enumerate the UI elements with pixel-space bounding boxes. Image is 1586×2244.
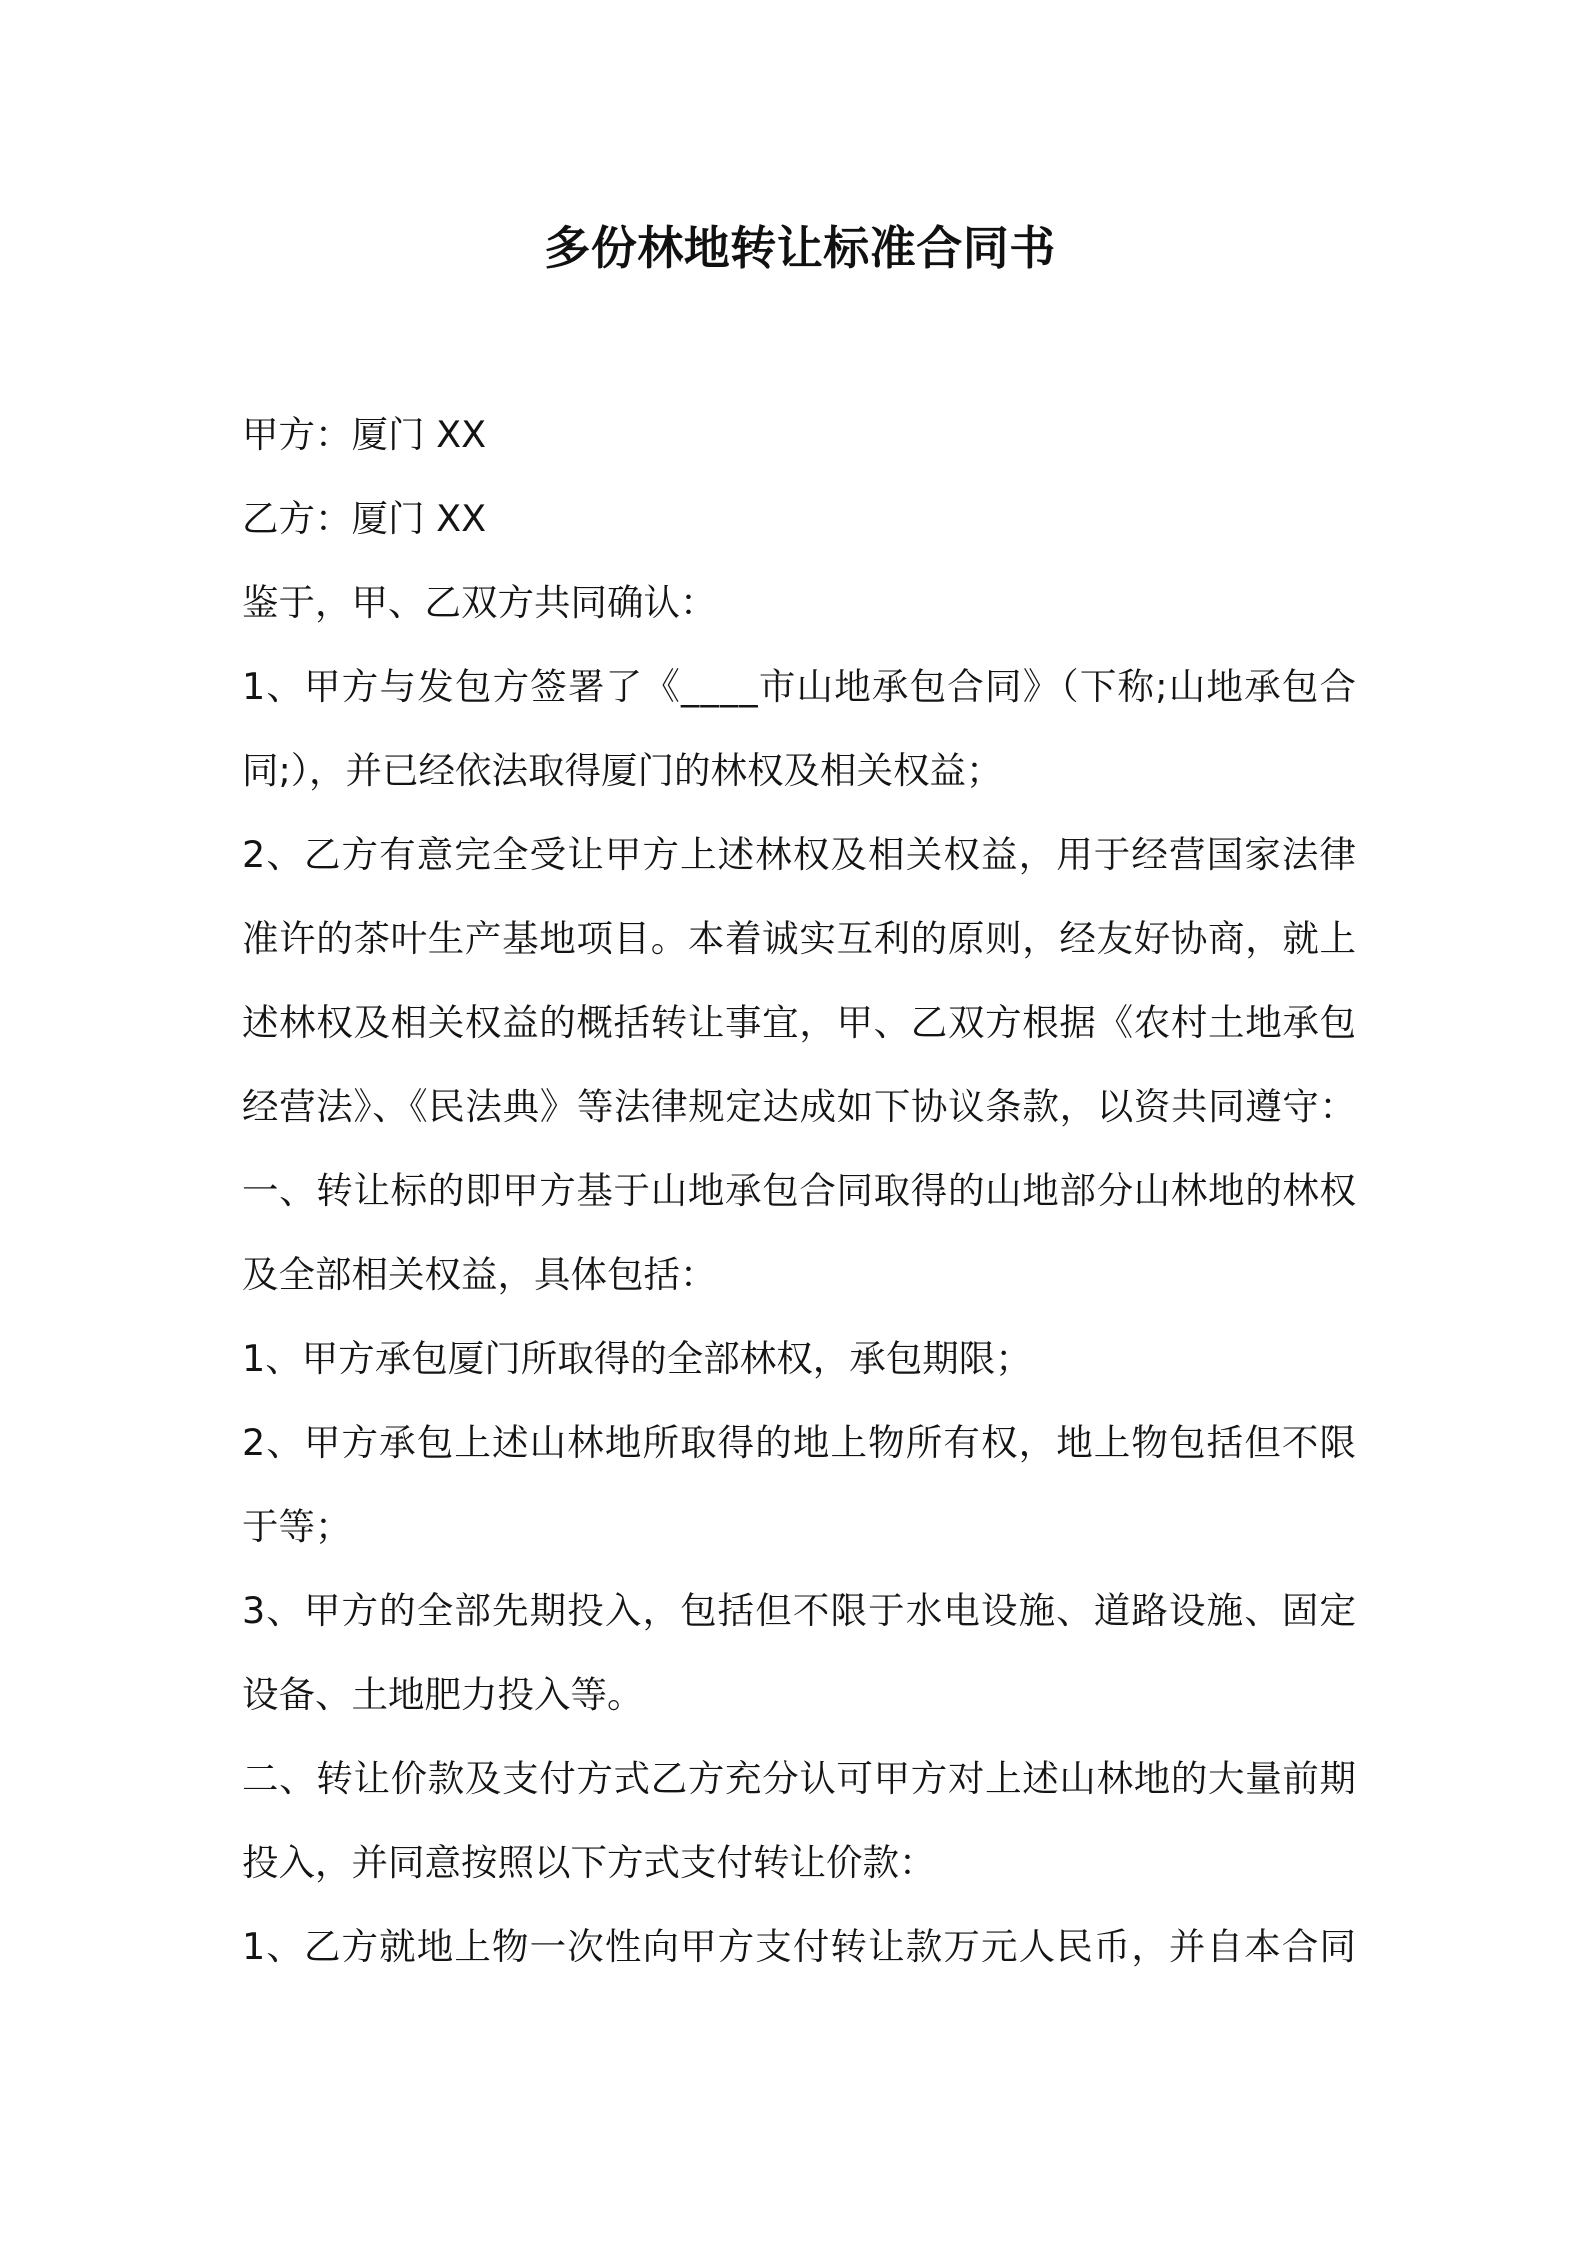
body-line xyxy=(242,1065,1356,1149)
document-title: 多份林地转让标准合同书 xyxy=(544,221,1056,275)
body-line-text: 1、甲方与发包方签署了《____市山地承包合同》（下称;山地承包合 xyxy=(242,665,1358,708)
body-line-text: 同;），并已经依法取得厦门的林权及相关权益； xyxy=(242,749,1003,792)
body-line-text: 设备、土地肥力投入等。 xyxy=(242,1673,644,1716)
body-line-text: 1、甲方承包厦门所取得的全部林权，承包期限； xyxy=(242,1337,1032,1380)
body-line-text: 2、乙方有意完全受让甲方上述林权及相关权益，用于经营国家法律 xyxy=(242,833,1358,876)
body-line xyxy=(242,561,1356,645)
body-line xyxy=(242,1401,1356,1485)
body-line-text: 1、乙方就地上物一次性向甲方支付转让款万元人民币，并自本合同 xyxy=(242,1925,1358,1968)
body-line xyxy=(242,1821,1356,1905)
body-line-text: 二、转让价款及支付方式乙方充分认可甲方对上述山林地的大量前期 xyxy=(242,1757,1357,1800)
body-line-text: 及全部相关权益，具体包括： xyxy=(242,1253,717,1296)
body-line xyxy=(242,1149,1356,1233)
body-line xyxy=(242,729,1356,813)
body-line xyxy=(242,1233,1356,1317)
body-line-text: 准许的茶叶生产基地项目。本着诚实互利的原则，经友好协商，就上 xyxy=(242,917,1357,960)
body-line xyxy=(242,1653,1356,1737)
body-line xyxy=(242,645,1356,729)
body-line-text: 3、甲方的全部先期投入，包括但不限于水电设施、道路设施、固定 xyxy=(242,1589,1358,1632)
body-line xyxy=(242,981,1356,1065)
body-line xyxy=(242,897,1356,981)
body-line-text: 一、转让标的即甲方基于山地承包合同取得的山地部分山林地的林权 xyxy=(242,1169,1357,1212)
body-line-text: 2、甲方承包上述山林地所取得的地上物所有权，地上物包括但不限 xyxy=(242,1421,1358,1464)
body-line-text: 经营法》、《民法典》等法律规定达成如下协议条款，以资共同遵守： xyxy=(242,1085,1357,1128)
document-body xyxy=(242,393,1356,1989)
body-line-text: 鉴于，甲、乙双方共同确认： xyxy=(242,581,717,624)
body-line xyxy=(242,477,1356,561)
body-line-text: 述林权及相关权益的概括转让事宜，甲、乙双方根据《农村土地承包 xyxy=(242,1001,1357,1044)
body-line xyxy=(242,1317,1356,1401)
body-line-text: 投入，并同意按照以下方式支付转让价款： xyxy=(242,1841,936,1884)
body-line-text: 甲方：厦门 XX xyxy=(242,413,487,456)
body-line xyxy=(242,393,1356,477)
body-line xyxy=(242,1485,1356,1569)
body-line xyxy=(242,813,1356,897)
body-line xyxy=(242,1737,1356,1821)
body-line-text: 乙方：厦门 XX xyxy=(242,497,487,540)
body-line xyxy=(242,1569,1356,1653)
body-line xyxy=(242,1905,1356,1989)
body-line-text: 于等； xyxy=(242,1505,352,1548)
